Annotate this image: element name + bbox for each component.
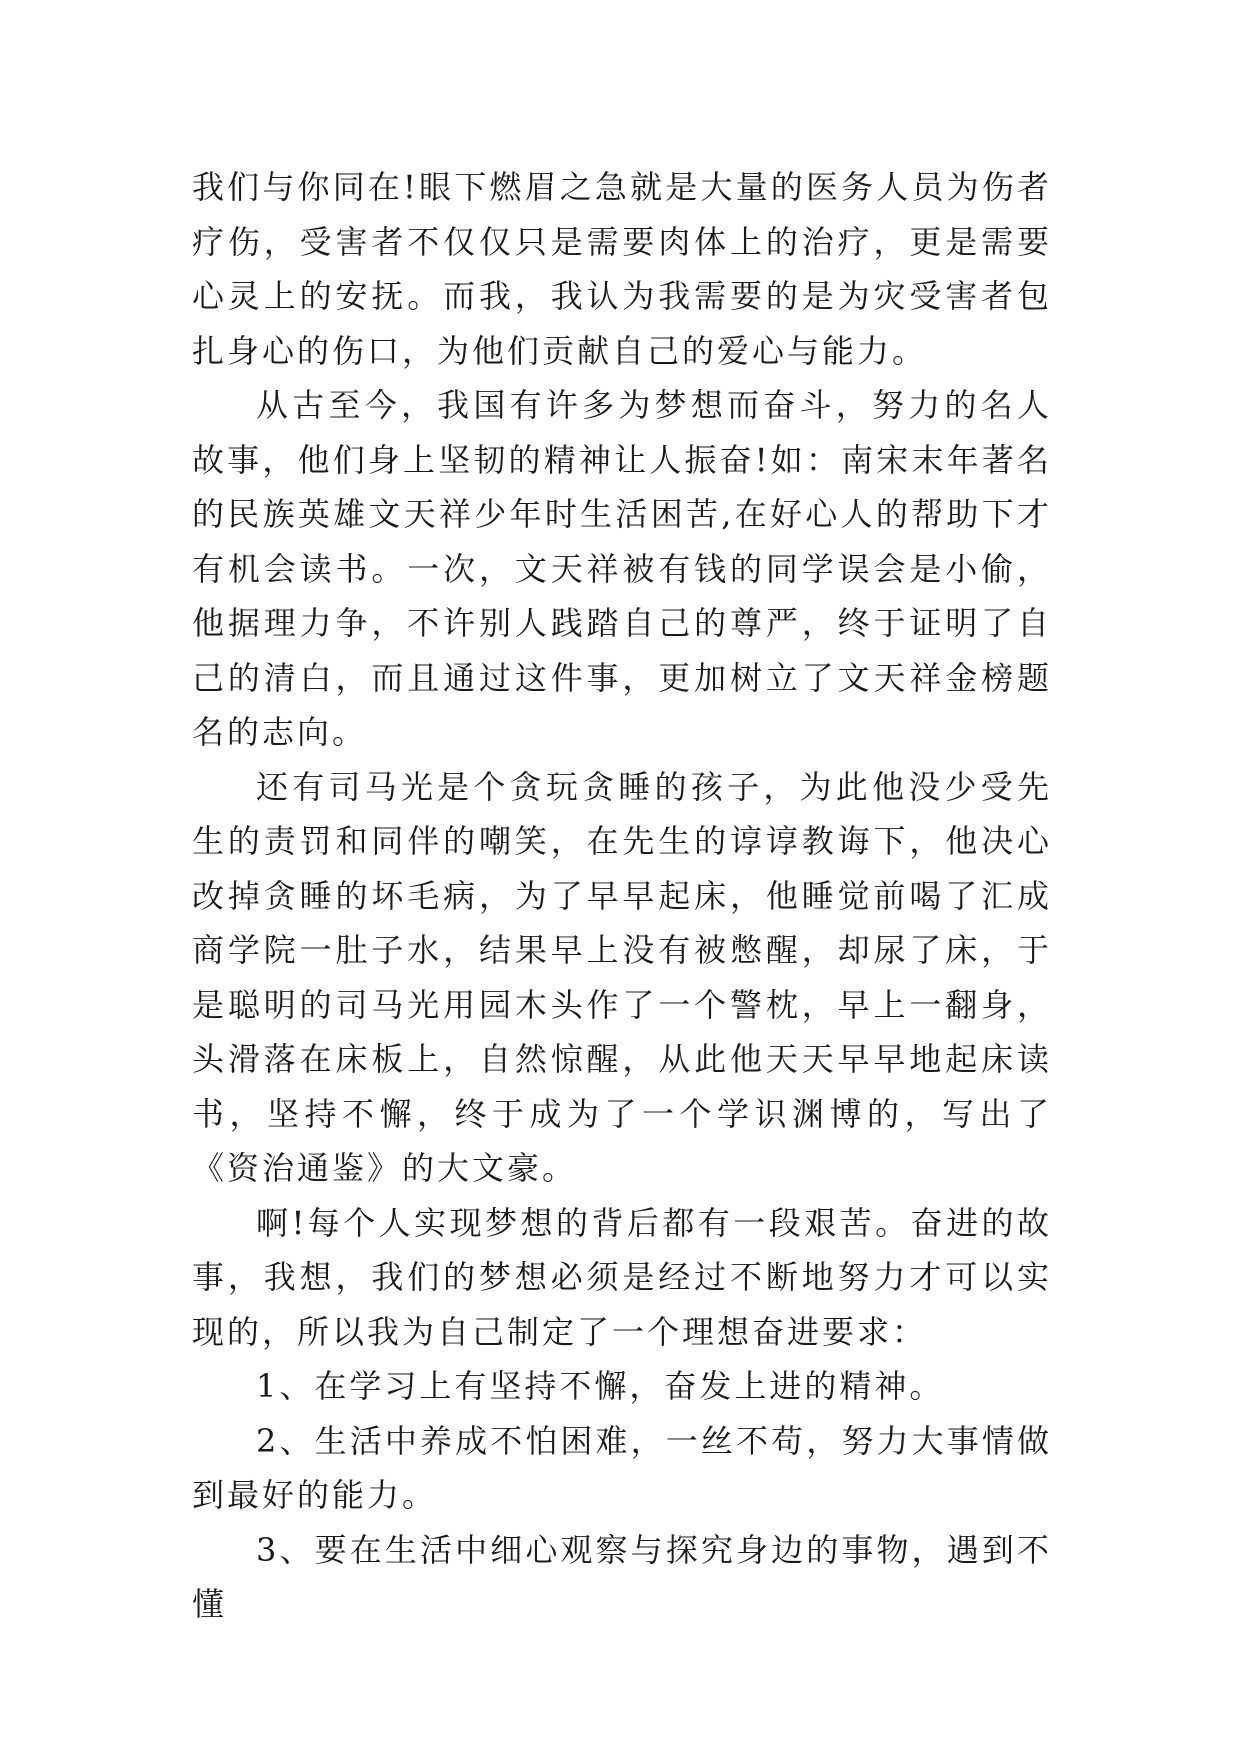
paragraph-3: 还有司马光是个贪玩贪睡的孩子，为此他没少受先生的责罚和同伴的嘲笑，在先生的谆谆教诲下，他决心改掉贪睡的坏毛病，为了早早起床，他睡觉前喝了汇成商学院一肚子水，结果早上没有被憋醒，却尿了床，于是聪明的司马光用园木头作了一个警枕，早上一翻身，头滑落在床板上，自然惊醒，从此他天天早早地起床读书，坚持不懈，终于成为了一个学识渊博的，写出了《资治通鉴》的大文豪。	[192, 767, 1052, 1187]
document-body	[192, 160, 1052, 1632]
list-item-1: 1、在学习上有坚持不懈，奋发上进的精神。	[256, 1367, 945, 1405]
list-item-3: 3、要在生活中细心观察与探究身边的事物，遇到不懂	[192, 1530, 1052, 1623]
paragraph-4: 啊!每个人实现梦想的背后都有一段艰苦。奋进的故事，我想，我们的梦想必须是经过不断地努力才可以实现的，所以我为自己制定了一个理想奋进要求：	[192, 1203, 1052, 1351]
list-item-2: 2、生活中养成不怕困难，一丝不苟，努力大事情做到最好的能力。	[192, 1421, 1052, 1514]
paragraph-1: 我们与你同在!眼下燃眉之急就是大量的医务人员为伤者疗伤，受害者不仅仅只是需要肉体上的治疗，更是需要心灵上的安抚。而我，我认为我需要的是为灾受害者包扎身心的伤口，为他们贡献自己的爱心与能力。	[192, 168, 1052, 370]
paragraph-2: 从古至今，我国有许多为梦想而奋斗，努力的名人故事，他们身上坚韧的精神让人振奋!如：南宋末年著名的民族英雄文天祥少年时生活困苦,在好心人的帮助下才有机会读书。一次，文天祥被有钱的同学误会是小偷，他据理力争，不许别人践踏自己的尊严，终于证明了自己的清白，而且通过这件事，更加树立了文天祥金榜题名的志向。	[192, 386, 1052, 751]
